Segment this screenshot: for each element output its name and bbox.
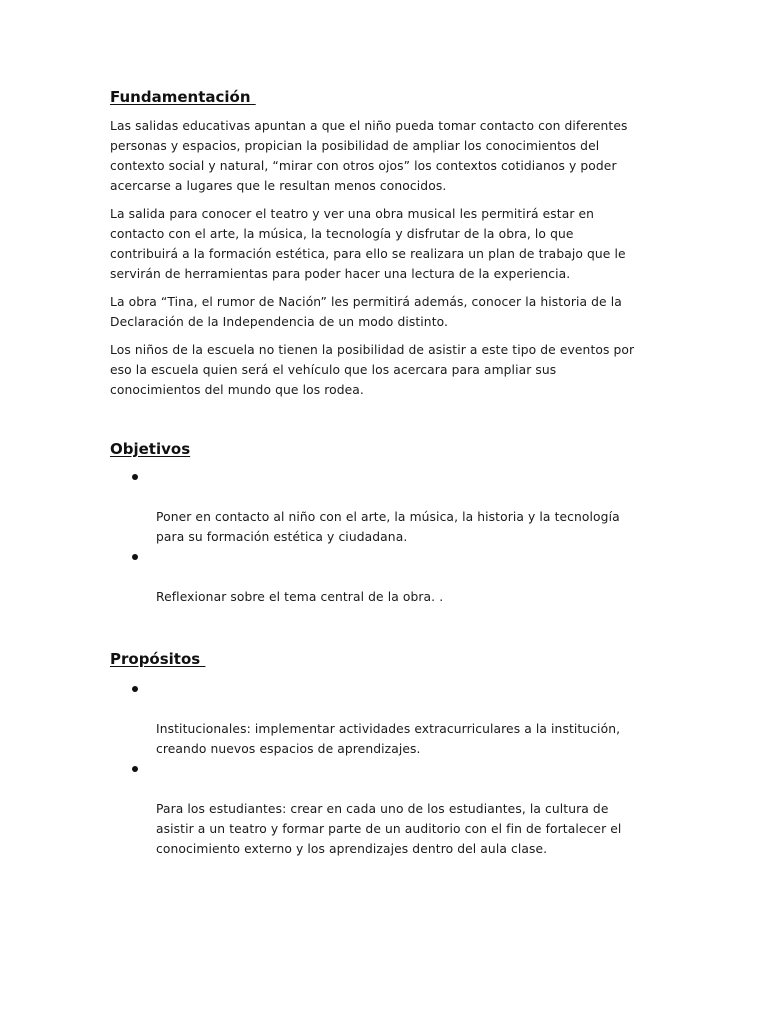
heading-propositos: Propósitos [110,650,206,668]
heading-fundamentacion: Fundamentación [110,88,256,106]
list-item-text: Para los estudiantes: crear en cada uno de los estudiantes, la cultura de asistir a un teatro y formar parte de un auditorio con el fin de fortalecer el conocimiento externo y los aprendizajes dentro del aula clase. [156,802,622,856]
list-item [110,467,660,547]
objetivos-list [110,467,660,607]
paragraph-ninos-escuela: Los niños de la escuela no tienen la posibilidad de asistir a este tipo de eventos por eso la escuela quien será el vehículo que los acercara para ampliar sus conocimientos del mundo que los rodea. [110,343,635,397]
heading-objetivos: Objetivos [110,440,191,458]
bullet-icon [132,686,138,692]
propositos-list [110,679,660,859]
list-item [110,759,660,859]
list-item-text: Reflexionar sobre el tema central de la obra. . [156,590,444,604]
document-page [110,88,660,859]
paragraph-salidas-educativas: Las salidas educativas apuntan a que el niño pueda tomar contacto con diferentes personas y espacios, propician la posibilidad de ampliar los conocimientos del contexto social y natural, “mirar con otros ojos” los contextos cotidianos y poder acercarse a lugares que le resultan menos conocidos. [110,119,628,193]
list-item [110,679,660,759]
list-item [110,547,660,607]
paragraph-salida-teatro: La salida para conocer el teatro y ver una obra musical les permitirá estar en contacto con el arte, la música, la tecnología y disfrutar de la obra, lo que contribuirá a la formación estética, para ello se realizara un plan de trabajo que le servirán de herramientas para poder hacer una lectura de la experiencia. [110,207,626,281]
list-item-text: Institucionales: implementar actividades extracurriculares a la institución, creando nuevos espacios de aprendizajes. [156,722,621,756]
bullet-icon [132,474,138,480]
bullet-icon [132,766,138,772]
list-item-text: Poner en contacto al niño con el arte, la música, la historia y la tecnología para su formación estética y ciudadana. [156,510,620,544]
bullet-icon [132,554,138,560]
paragraph-obra-tina: La obra “Tina, el rumor de Nación” les permitirá además, conocer la historia de la Declaración de la Independencia de un modo distinto. [110,295,622,329]
